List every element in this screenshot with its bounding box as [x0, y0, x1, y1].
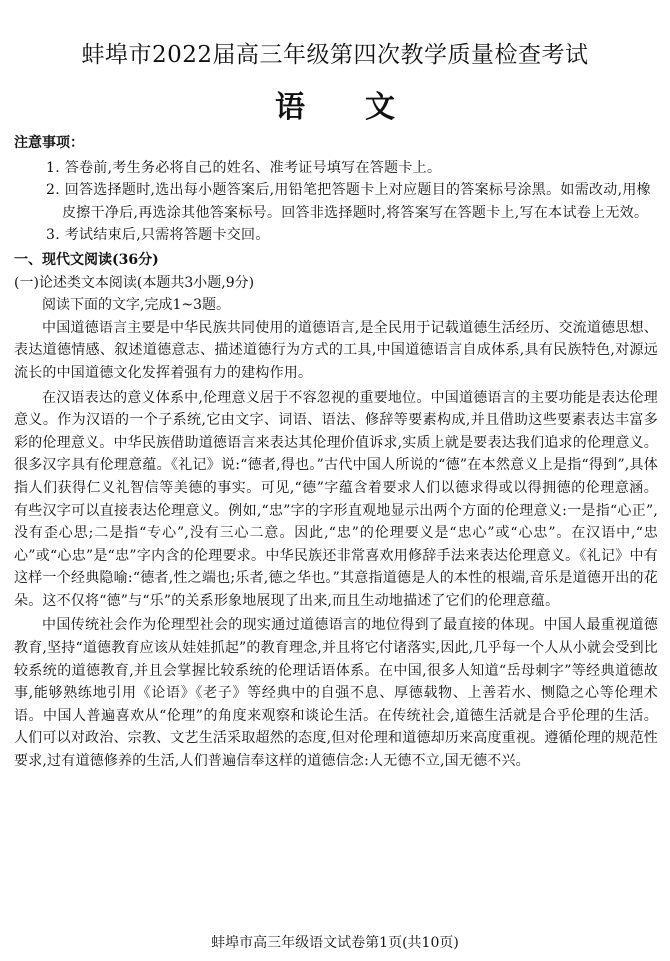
- subject-title: 语文: [275, 90, 455, 125]
- section-heading: 一、现代文阅读(36分): [14, 251, 159, 268]
- reading-instruction: 阅读下面的文字,完成1~3题。: [42, 297, 230, 314]
- document-body: [14, 132, 658, 773]
- notes-heading: 注意事项：: [14, 135, 84, 151]
- subsection-heading: (一)论述类文本阅读(本题共3小题,9分): [14, 274, 255, 291]
- passage-paragraph: 中国传统社会作为伦理型社会的现实通过道德语言的地位得到了最直接的体现。中国人最重视道德教育,坚持“道德教育应该从娃娃抓起”的教育理念,并且将它付诸落实,因此,几乎每一个人从小就会受到比较系统的道德教育,并且会掌握比较系统的伦理话语体系。在中国,很多人知道“岳母刺字”等经典道德故事,能够熟练地引用《论语》《老子》等经典中的自强不息、厚德载物、上善若水、恻隐之心等伦理术语。中国人普遍喜欢从“伦理”的角度来观察和谈论生活。在传统社会,道德生活就是合乎伦理的生活。人们可以对政治、宗教、文艺生活采取超然的态度,但对伦理和道德却历来高度重视。遵循伦理的规范性要求,过有道德修养的生活,人们普遍信奉这样的道德信念:人无德不立,国无德不兴。: [14, 617, 658, 770]
- page-footer: 蚌埠市高三年级语文试卷第1页(共10页): [211, 935, 459, 951]
- note-item: 3. 考试结束后,只需将答题卡交回。: [46, 227, 270, 244]
- note-item: 2. 回答选择题时,选出每小题答案后,用铅笔把答题卡上对应题目的答案标号涂黑。如需改动,用橡皮擦干净后,再选涂其他答案标号。回答非选择题时,将答案写在答题卡上,写在本试卷上无效。: [46, 182, 651, 221]
- passage-paragraph: 中国道德语言主要是中华民族共同使用的道德语言,是全民用于记载道德生活经历、交流道德思想、表达道德情感、叙述道德意志、描述道德行为方式的工具,中国道德语言自成体系,具有民族特色,对源远流长的中国道德文化发挥着强有力的建构作用。: [14, 319, 658, 381]
- passage-paragraph: 在汉语表达的意义体系中,伦理意义居于不容忽视的重要地位。中国道德语言的主要功能是表达伦理意义。作为汉语的一个子系统,它由文字、词语、语法、修辞等要素构成,并且借助这些要素表达丰富多彩的伦理意义。中华民族借助道德语言来表达其伦理价值诉求,实质上就是要表达我们追求的伦理意义。很多汉字具有伦理意蕴。《礼记》说:“德者,得也。”古代中国人所说的“德”在本然意义上是指“得到”,具体指人们获得仁义礼智信等美德的事实。可见,“德”字蕴含着要求人们以德求得或以得拥德的伦理意涵。有些汉字可以直接表达伦理意义。例如,“忠”字的字形直观地显示出两个方面的伦理意义:一是指“心正”,没有歪心思;二是指“专心”,没有三心二意。因此,“忠”的伦理要义是“忠心”或“心忠”。在汉语中,“忠心”或“心忠”是“忠”字内含的伦理要求。中华民族还非常喜欢用修辞手法来表达伦理意义。《礼记》中有这样一个经典隐喻:“德者,性之端也;乐者,德之华也。”其意指道德是人的本性的根端,音乐是道德开出的花朵。这不仅将“德”与“乐”的关系形象地展现了出来,而且生动地描述了它们的伦理意蕴。: [14, 389, 658, 609]
- note-item: 1. 答卷前,考生务必将自己的姓名、准考证号填写在答题卡上。: [46, 159, 442, 176]
- exam-title: 蚌埠市2022届高三年级第四次教学质量检查考试: [81, 42, 589, 68]
